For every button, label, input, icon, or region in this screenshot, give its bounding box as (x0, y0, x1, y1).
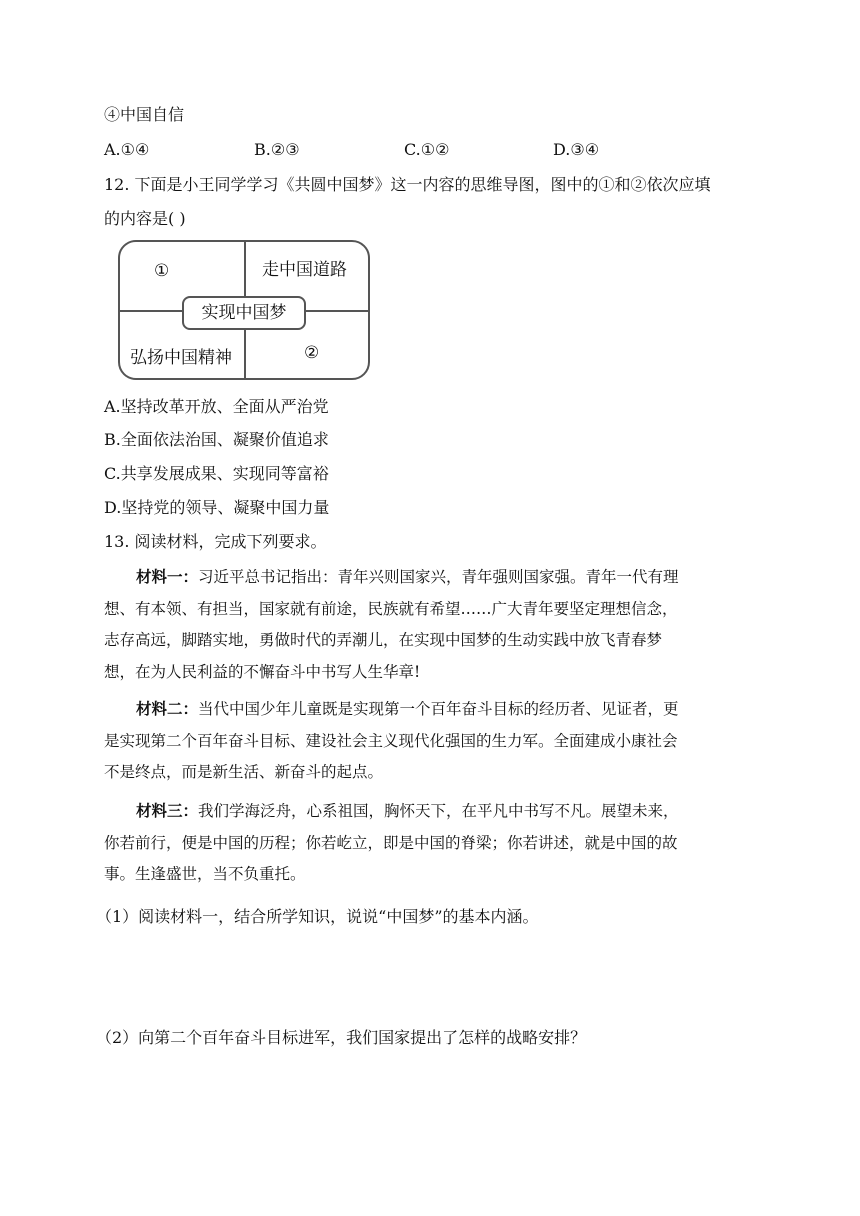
mind-map-top-left: ① (154, 261, 170, 281)
material-3-label: 材料三： (136, 802, 199, 820)
material-1-line: 想，在为人民利益的不懈奋斗中书写人生华章! (104, 662, 421, 681)
q11-options (104, 140, 744, 162)
q13-stem: 13. 阅读材料，完成下列要求。 (104, 532, 327, 551)
q12-option-c: C.共享发展成果、实现同等富裕 (104, 464, 329, 483)
material-3-line: 我们学海泛舟，心系祖国，胸怀天下，在平凡中书写不凡。展望未来， (198, 802, 679, 820)
q12-option-a: A.坚持改革开放、全面从严治党 (104, 397, 329, 416)
material-1-line: 想、有本领、有担当，国家就有前途，民族就有希望……广大青年要坚定理想信念， (104, 599, 678, 618)
material-1 (104, 562, 744, 688)
q11-option-d: D.③④ (553, 140, 600, 159)
q11-item-4: ④中国自信 (104, 105, 185, 124)
material-3-line: 你若前行，便是中国的历程；你若屹立，即是中国的脊梁；你若讲述，就是中国的故 (104, 833, 678, 852)
mind-map-bottom-right: ② (304, 343, 320, 363)
material-2-label: 材料二： (136, 700, 199, 718)
q11-option-c: C.①② (404, 140, 450, 159)
mind-map-center: 实现中国梦 (182, 296, 306, 330)
q12-stem-line1: 12. 下面是小王同学学习《共圆中国梦》这一内容的思维导图，图中的①和②依次应填 (104, 175, 711, 194)
q12-option-d: D.坚持党的领导、凝聚中国力量 (104, 498, 330, 517)
q13-sub-question-1: （1）阅读材料一，结合所学知识，说说“中国梦”的基本内涵。 (96, 907, 539, 926)
mind-map-bottom-left: 弘扬中国精神 (130, 348, 232, 368)
material-2-line: 不是终点，而是新生活、新奋斗的起点。 (104, 763, 384, 781)
q11-option-b: B.②③ (254, 140, 300, 159)
mind-map-diagram (118, 240, 370, 380)
material-3-line: 事。生逢盛世，当不负重托。 (104, 865, 306, 883)
q11-option-a: A.①④ (104, 140, 150, 159)
q12-option-b: B.全面依法治国、凝聚价值追求 (104, 430, 329, 449)
q12-stem-line2: 的内容是( ) (104, 209, 186, 228)
material-1-label: 材料一： (136, 568, 199, 586)
material-2 (104, 694, 744, 789)
material-2-line: 当代中国少年儿童既是实现第一个百年奋斗目标的经历者、见证者，更 (198, 700, 679, 718)
material-2-line: 是实现第二个百年奋斗目标、建设社会主义现代化强国的生力军。全面建成小康社会 (104, 731, 678, 750)
q13-sub-question-2: （2）向第二个百年奋斗目标进军，我们国家提出了怎样的战略安排？ (96, 1028, 587, 1047)
material-1-line: 志存高远，脚踏实地，勇做时代的弄潮儿，在实现中国梦的生动实践中放飞青春梦 (104, 631, 663, 649)
material-1-line: 习近平总书记指出：青年兴则国家兴，青年强则国家强。青年一代有理 (198, 568, 679, 586)
material-3 (104, 796, 744, 891)
mind-map-top-right: 走中国道路 (262, 260, 347, 280)
